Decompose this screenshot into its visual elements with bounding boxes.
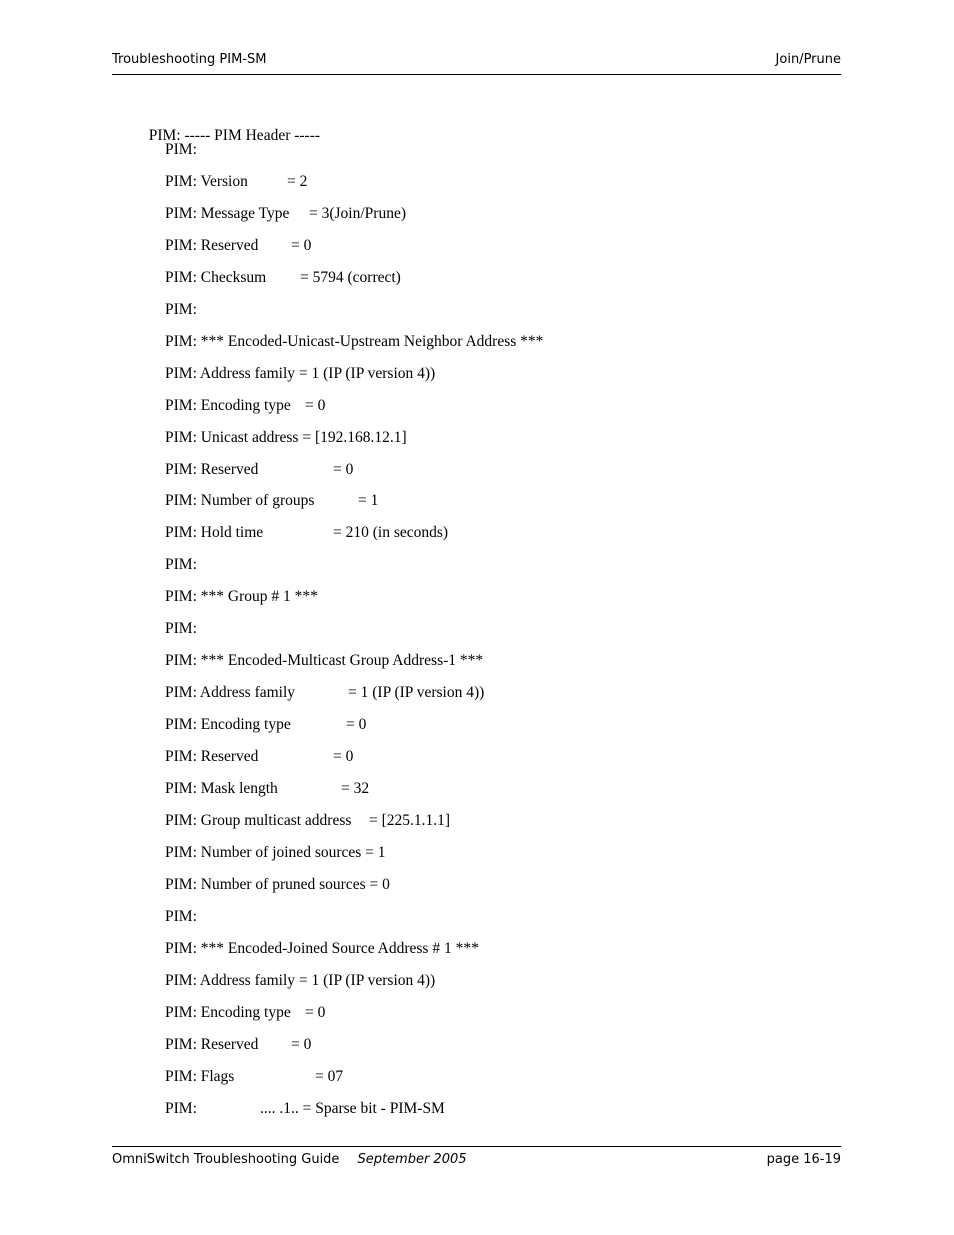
pim-line-label: PIM: Mask length <box>165 780 278 797</box>
pim-line-value: = 0 <box>305 1004 326 1021</box>
pim-line <box>165 812 351 830</box>
pim-line-value: = 0 <box>333 748 354 765</box>
pim-line <box>165 397 291 415</box>
pim-line-value: = 0 <box>291 237 312 254</box>
pim-line-label: PIM: Address family <box>165 684 296 701</box>
footer-guide-info <box>112 1152 467 1168</box>
pim-line <box>165 333 543 351</box>
pim-line-value: .... .1.. = Sparse bit - PIM-SM <box>260 1100 445 1117</box>
pim-line-value: = 3(Join/Prune) <box>309 205 406 222</box>
pim-line-value: = 07 <box>315 1068 344 1085</box>
footer-date: September 2005 <box>357 1152 467 1167</box>
pim-line-value: = 210 (in seconds) <box>333 524 449 541</box>
pim-line-label: PIM: Number of pruned sources = 0 <box>165 876 390 893</box>
pim-line <box>165 588 318 606</box>
pim-line <box>165 1068 234 1086</box>
pim-line-label: PIM: Reserved <box>165 461 259 478</box>
pim-line <box>165 716 291 734</box>
pim-line <box>165 1100 197 1118</box>
pim-line <box>165 652 483 670</box>
pim-line-value: = 1 <box>358 492 379 509</box>
pim-line <box>165 173 248 191</box>
pim-line-value: = 0 <box>305 397 326 414</box>
pim-line-label: PIM: <box>165 141 197 158</box>
pim-line-value: = 32 <box>341 780 370 797</box>
pim-line <box>165 972 435 990</box>
pim-line <box>165 301 197 319</box>
pim-line <box>165 269 266 287</box>
pim-line-value: = 1 (IP (IP version 4)) <box>348 684 485 701</box>
pim-line <box>165 844 386 862</box>
pim-line-label: PIM: Version <box>165 173 248 190</box>
pim-line <box>165 556 197 574</box>
footer-page-number: page 16-19 <box>766 1152 841 1167</box>
pim-line-label: PIM: Encoding type <box>165 397 291 414</box>
pim-line-label: PIM: Unicast address = [192.168.12.1] <box>165 429 407 446</box>
header-rule <box>112 74 841 75</box>
pim-line <box>165 365 435 383</box>
pim-line-value: = [225.1.1.1] <box>369 812 451 829</box>
pim-line-label: PIM: Address family = 1 (IP (IP version 4)) <box>165 365 436 382</box>
pim-line-label: PIM: Encoding type <box>165 1004 291 1021</box>
pim-header-text: PIM: ----- PIM Header ----- <box>148 127 321 144</box>
pim-line <box>165 461 258 479</box>
header-topic: Join/Prune <box>775 52 841 67</box>
pim-line-value: = 2 <box>287 173 308 190</box>
pim-line-value: = 0 <box>333 461 354 478</box>
pim-line-label: PIM: Reserved <box>165 237 259 254</box>
pim-header-line <box>141 109 320 145</box>
pim-line <box>165 429 407 447</box>
header-section-title: Troubleshooting PIM-SM <box>112 52 267 67</box>
pim-line <box>165 876 390 894</box>
pim-line-label: PIM: Number of joined sources = 1 <box>165 844 386 861</box>
pim-line <box>165 908 197 926</box>
pim-line <box>165 205 289 223</box>
pim-line-label: PIM: *** Encoded-Unicast-Upstream Neighbor Address *** <box>165 333 544 350</box>
pim-line <box>165 237 258 255</box>
pim-line-label: PIM: Group multicast address <box>165 812 352 829</box>
pim-line-label: PIM: Encoding type <box>165 716 291 733</box>
pim-line-value: = 0 <box>291 1036 312 1053</box>
pim-line-label: PIM: *** Group # 1 *** <box>165 588 318 605</box>
pim-line-label: PIM: <box>165 908 197 925</box>
pim-line <box>165 524 263 542</box>
pim-line-label: PIM: Flags <box>165 1068 235 1085</box>
pim-line-label: PIM: Reserved <box>165 1036 259 1053</box>
pim-line-label: PIM: Reserved <box>165 748 259 765</box>
pim-line-label: PIM: Hold time <box>165 524 264 541</box>
pim-line-label: PIM: Address family = 1 (IP (IP version 4)) <box>165 972 436 989</box>
pim-line <box>165 748 258 766</box>
pim-line <box>165 1036 258 1054</box>
pim-line <box>165 620 197 638</box>
pim-line-label: PIM: Message Type <box>165 205 290 222</box>
pim-line-label: PIM: <box>165 301 197 318</box>
pim-line-label: PIM: Number of groups <box>165 492 315 509</box>
footer-rule <box>112 1146 841 1147</box>
pim-line-value: = 5794 (correct) <box>300 269 401 286</box>
pim-line <box>165 684 295 702</box>
pim-line-value: = 0 <box>346 716 367 733</box>
pim-line-label: PIM: Checksum <box>165 269 267 286</box>
pim-line-label: PIM: <box>165 556 197 573</box>
pim-line <box>165 940 479 958</box>
pim-line-label: PIM: <box>165 1100 197 1117</box>
pim-line-label: PIM: *** Encoded-Joined Source Address # 1 *** <box>165 940 479 957</box>
footer-guide-title: OmniSwitch Troubleshooting Guide <box>112 1152 340 1167</box>
pim-line <box>165 1004 291 1022</box>
pim-line-label: PIM: *** Encoded-Multicast Group Address-1 *** <box>165 652 484 669</box>
pim-line-label: PIM: <box>165 620 197 637</box>
pim-line <box>165 141 197 159</box>
pim-line <box>165 492 314 510</box>
pim-line <box>165 780 278 798</box>
